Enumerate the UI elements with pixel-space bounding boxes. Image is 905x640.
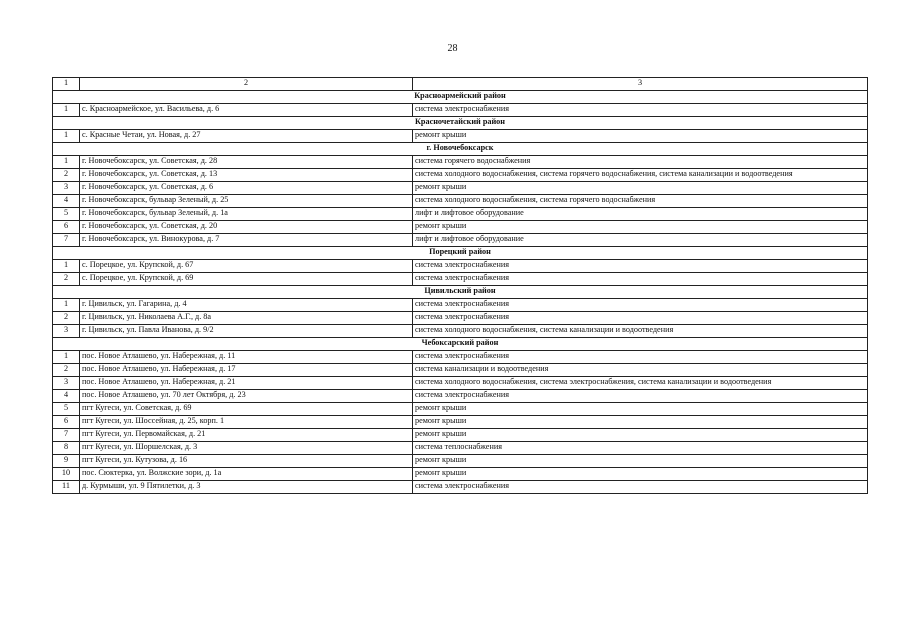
building-address: с. Красные Четаи, ул. Новая, д. 27 <box>80 130 413 143</box>
building-address: г. Новочебоксарск, бульвар Зеленый, д. 1а <box>80 208 413 221</box>
row-number: 7 <box>53 429 80 442</box>
column-number-3: 3 <box>413 78 868 91</box>
table-row <box>53 273 868 286</box>
table-row <box>53 260 868 273</box>
repair-work-type: система электроснабжения <box>413 390 868 403</box>
table-body <box>53 78 868 494</box>
repair-work-type: ремонт крыши <box>413 416 868 429</box>
section-header-row <box>53 338 868 351</box>
column-number-2: 2 <box>80 78 413 91</box>
building-address: пос. Новое Атлашево, ул. Набережная, д. 21 <box>80 377 413 390</box>
repair-work-type: система холодного водоснабжения, система электроснабжения, система канализации и водоотведения <box>413 377 868 390</box>
row-number: 4 <box>53 390 80 403</box>
repair-work-type: система холодного водоснабжения, система горячего водоснабжения <box>413 195 868 208</box>
table-row <box>53 455 868 468</box>
repair-work-type: ремонт крыши <box>413 429 868 442</box>
repair-work-type: система электроснабжения <box>413 481 868 494</box>
row-number: 2 <box>53 312 80 325</box>
repair-work-type: система электроснабжения <box>413 299 868 312</box>
table-row <box>53 416 868 429</box>
table-row <box>53 156 868 169</box>
table-row <box>53 403 868 416</box>
page-number: 28 <box>447 43 458 54</box>
section-title: г. Новочебоксарск <box>53 143 868 156</box>
column-number-1: 1 <box>53 78 80 91</box>
building-address: с. Порецкое, ул. Крупской, д. 69 <box>80 273 413 286</box>
building-address: г. Цивильск, ул. Гагарина, д. 4 <box>80 299 413 312</box>
row-number: 1 <box>53 260 80 273</box>
row-number: 11 <box>53 481 80 494</box>
building-address: пгт Кугеси, ул. Первомайская, д. 21 <box>80 429 413 442</box>
section-header-row <box>53 247 868 260</box>
building-address: г. Новочебоксарск, ул. Советская, д. 6 <box>80 182 413 195</box>
row-number: 6 <box>53 416 80 429</box>
section-title: Цивильский район <box>53 286 868 299</box>
section-title: Красноармейский район <box>53 91 868 104</box>
table-row <box>53 481 868 494</box>
repair-work-type: ремонт крыши <box>413 182 868 195</box>
table-row <box>53 377 868 390</box>
table-row <box>53 208 868 221</box>
row-number: 1 <box>53 156 80 169</box>
building-address: г. Новочебоксарск, ул. Советская, д. 20 <box>80 221 413 234</box>
table-row <box>53 364 868 377</box>
building-address: пос. Новое Атлашево, ул. Набережная, д. 17 <box>80 364 413 377</box>
table-row <box>53 182 868 195</box>
table-row <box>53 234 868 247</box>
row-number: 1 <box>53 351 80 364</box>
repair-work-type: ремонт крыши <box>413 403 868 416</box>
row-number: 9 <box>53 455 80 468</box>
repair-register-table <box>52 77 868 494</box>
row-number: 2 <box>53 169 80 182</box>
repair-work-type: система горячего водоснабжения <box>413 156 868 169</box>
table-row <box>53 169 868 182</box>
row-number: 1 <box>53 104 80 117</box>
building-address: с. Порецкое, ул. Крупской, д. 67 <box>80 260 413 273</box>
building-address: пос. Новое Атлашево, ул. 70 лет Октября, д. 23 <box>80 390 413 403</box>
section-header-row <box>53 91 868 104</box>
repair-work-type: система холодного водоснабжения, система горячего водоснабжения, система канализации и водоотведения <box>413 169 868 182</box>
table-row <box>53 442 868 455</box>
table-row <box>53 221 868 234</box>
row-number: 10 <box>53 468 80 481</box>
repair-work-type: система холодного водоснабжения, система канализации и водоотведения <box>413 325 868 338</box>
row-number: 5 <box>53 208 80 221</box>
table-row <box>53 468 868 481</box>
row-number: 2 <box>53 273 80 286</box>
section-header-row <box>53 286 868 299</box>
repair-work-type: лифт и лифтовое оборудование <box>413 234 868 247</box>
row-number: 1 <box>53 299 80 312</box>
building-address: пгт Кугеси, ул. Шоссейная, д. 25, корп. 1 <box>80 416 413 429</box>
building-address: с. Красноармейское, ул. Васильева, д. 6 <box>80 104 413 117</box>
row-number: 2 <box>53 364 80 377</box>
table-row <box>53 195 868 208</box>
row-number: 8 <box>53 442 80 455</box>
repair-work-type: ремонт крыши <box>413 455 868 468</box>
table-row <box>53 312 868 325</box>
column-number-row <box>53 78 868 91</box>
repair-work-type: лифт и лифтовое оборудование <box>413 208 868 221</box>
row-number: 5 <box>53 403 80 416</box>
row-number: 1 <box>53 130 80 143</box>
row-number: 4 <box>53 195 80 208</box>
building-address: г. Новочебоксарск, ул. Советская, д. 28 <box>80 156 413 169</box>
row-number: 6 <box>53 221 80 234</box>
section-title: Порецкий район <box>53 247 868 260</box>
table-row <box>53 429 868 442</box>
section-header-row <box>53 143 868 156</box>
row-number: 3 <box>53 182 80 195</box>
repair-work-type: ремонт крыши <box>413 468 868 481</box>
building-address: пгт Кугеси, ул. Советская, д. 69 <box>80 403 413 416</box>
building-address: г. Новочебоксарск, ул. Винокурова, д. 7 <box>80 234 413 247</box>
repair-work-type: ремонт крыши <box>413 130 868 143</box>
building-address: г. Цивильск, ул. Павла Иванова, д. 9/2 <box>80 325 413 338</box>
repair-work-type: ремонт крыши <box>413 221 868 234</box>
section-title: Чебоксарский район <box>53 338 868 351</box>
building-address: пос. Сюктерка, ул. Волжские зори, д. 1а <box>80 468 413 481</box>
building-address: г. Цивильск, ул. Николаева А.Г., д. 8а <box>80 312 413 325</box>
table-row <box>53 390 868 403</box>
section-title: Красночетайский район <box>53 117 868 130</box>
table-row <box>53 351 868 364</box>
table-row <box>53 130 868 143</box>
table-row <box>53 104 868 117</box>
table-row <box>53 325 868 338</box>
repair-work-type: система электроснабжения <box>413 351 868 364</box>
row-number: 7 <box>53 234 80 247</box>
repair-work-type: система электроснабжения <box>413 104 868 117</box>
repair-work-type: система электроснабжения <box>413 273 868 286</box>
building-address: пгт Кугеси, ул. Шоршелская, д. 3 <box>80 442 413 455</box>
building-address: г. Новочебоксарск, бульвар Зеленый, д. 25 <box>80 195 413 208</box>
table-row <box>53 299 868 312</box>
repair-work-type: система теплоснабжения <box>413 442 868 455</box>
repair-work-type: система канализации и водоотведения <box>413 364 868 377</box>
building-address: д. Курмыши, ул. 9 Пятилетки, д. 3 <box>80 481 413 494</box>
row-number: 3 <box>53 377 80 390</box>
repair-work-type: система электроснабжения <box>413 260 868 273</box>
building-address: пос. Новое Атлашево, ул. Набережная, д. 11 <box>80 351 413 364</box>
row-number: 3 <box>53 325 80 338</box>
section-header-row <box>53 117 868 130</box>
repair-work-type: система электроснабжения <box>413 312 868 325</box>
building-address: пгт Кугеси, ул. Кутузова, д. 16 <box>80 455 413 468</box>
building-address: г. Новочебоксарск, ул. Советская, д. 13 <box>80 169 413 182</box>
